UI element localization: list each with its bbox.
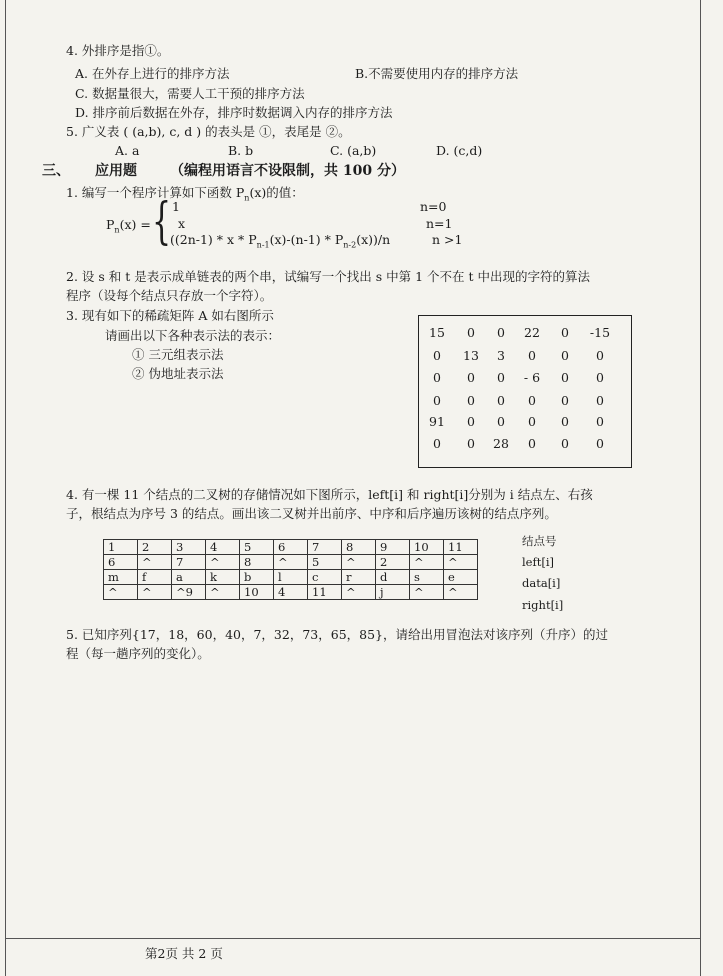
matrix-cell: 0 bbox=[467, 393, 475, 408]
matrix-cell: - 6 bbox=[523, 370, 541, 385]
table-cell: 2 bbox=[376, 555, 410, 570]
app1-stem: 1. 编写一个程序计算如下函数 $P_n(x)$的值： bbox=[66, 185, 304, 203]
matrix-cell: -15 bbox=[589, 325, 611, 340]
table-cell: ^ bbox=[342, 555, 376, 570]
matrix-cell: 0 bbox=[561, 393, 569, 408]
q4-option-c: C. 数据量很大，需要人工干预的排序方法 bbox=[75, 86, 305, 101]
table-cell: s bbox=[410, 570, 444, 585]
matrix-cell: 0 bbox=[528, 436, 536, 451]
table-row bbox=[104, 540, 478, 555]
table-cell: ^ bbox=[138, 555, 172, 570]
table-cell: r bbox=[342, 570, 376, 585]
table-cell: 2 bbox=[138, 540, 172, 555]
table-cell: d bbox=[376, 570, 410, 585]
matrix-cell: 15 bbox=[429, 325, 445, 340]
formula-case-3: ((2n-1) * x * $P_{n-1}(x)-(n-1) * P_{n-2}(x))/n$ bbox=[170, 232, 391, 250]
page-border-bottom bbox=[5, 938, 701, 939]
table-cell: ^ bbox=[274, 555, 308, 570]
table-cell: 5 bbox=[308, 555, 342, 570]
table-cell: ^ bbox=[206, 585, 240, 600]
table-cell: 8 bbox=[240, 555, 274, 570]
q5-option-c: C. (a,b) bbox=[330, 143, 377, 158]
app2-line-1: 2. 设 s 和 t 是表示成单链表的两个串，试编写一个找出 s 中第 1 个不在 t 中出现的字符的算法 bbox=[66, 269, 590, 284]
table-cell: ^ bbox=[342, 585, 376, 600]
table-cell: b bbox=[240, 570, 274, 585]
table-row bbox=[104, 585, 478, 600]
q4-option-a: A. 在外存上进行的排序方法 bbox=[75, 66, 230, 81]
matrix-cell: 0 bbox=[596, 348, 604, 363]
table-cell: l bbox=[274, 570, 308, 585]
row-label-left: left[i] bbox=[522, 555, 555, 569]
table-cell: 1 bbox=[104, 540, 138, 555]
row-label-right: right[i] bbox=[522, 598, 564, 612]
formula-lhs: $P_n(x)$ = bbox=[106, 217, 151, 235]
app2-line-2: 程序（设每个结点只存放一个字符）。 bbox=[66, 288, 273, 303]
formula-cond-3: n >1 bbox=[432, 232, 463, 247]
table-cell: 5 bbox=[240, 540, 274, 555]
matrix-cell: 0 bbox=[596, 436, 604, 451]
table-cell: ^ bbox=[104, 585, 138, 600]
matrix-cell: 0 bbox=[433, 393, 441, 408]
section-note: （编程用语言不设限制，共 100 分） bbox=[170, 163, 405, 179]
page-border-left bbox=[5, 0, 6, 976]
matrix-cell: 0 bbox=[497, 370, 505, 385]
q4-option-b: B.不需要使用内存的排序方法 bbox=[355, 66, 519, 81]
app4-line-2: 子，根结点为序号 3 的结点。画出该二叉树并出前序、中序和后序遍历该树的结点序列。 bbox=[66, 506, 557, 521]
formula-case-1: 1 bbox=[172, 199, 180, 214]
table-cell: 6 bbox=[104, 555, 138, 570]
matrix-cell: 91 bbox=[429, 414, 445, 429]
app3-line-1: 3. 现有如下的稀疏矩阵 A 如右图所示 bbox=[66, 308, 274, 323]
page-border-right bbox=[700, 0, 701, 976]
formula-cond-2: n=1 bbox=[426, 216, 453, 231]
matrix-cell: 0 bbox=[467, 414, 475, 429]
table-cell: 3 bbox=[172, 540, 206, 555]
sparse-matrix bbox=[418, 315, 632, 468]
section-number: 三、 bbox=[42, 163, 70, 179]
q5-option-a: A. a bbox=[115, 143, 140, 158]
app4-line-1: 4. 有一棵 11 个结点的二叉树的存储情况如下图所示，left[i] 和 right[i]分别为 i 结点左、右孩 bbox=[66, 487, 593, 502]
matrix-cell: 13 bbox=[463, 348, 479, 363]
matrix-cell: 0 bbox=[467, 370, 475, 385]
app5-line-2: 程（每一趟序列的变化）。 bbox=[66, 646, 210, 661]
matrix-cell: 28 bbox=[493, 436, 509, 451]
app3-item-1: ① 三元组表示法 bbox=[132, 347, 224, 362]
matrix-cell: 0 bbox=[561, 325, 569, 340]
table-cell: ^ bbox=[444, 585, 478, 600]
matrix-cell: 0 bbox=[433, 436, 441, 451]
table-cell: 4 bbox=[206, 540, 240, 555]
table-cell: ^9 bbox=[172, 585, 206, 600]
matrix-cell: 0 bbox=[433, 348, 441, 363]
table-cell: ^ bbox=[206, 555, 240, 570]
table-row bbox=[104, 570, 478, 585]
matrix-cell: 3 bbox=[497, 348, 505, 363]
matrix-cell: 0 bbox=[528, 414, 536, 429]
matrix-cell: 0 bbox=[497, 393, 505, 408]
page-footer: 第2页 共 2 页 bbox=[145, 946, 223, 961]
matrix-cell: 0 bbox=[561, 348, 569, 363]
matrix-cell: 0 bbox=[561, 414, 569, 429]
table-cell: f bbox=[138, 570, 172, 585]
table-cell: 7 bbox=[172, 555, 206, 570]
section-title: 应用题 bbox=[95, 163, 137, 179]
table-cell: j bbox=[376, 585, 410, 600]
matrix-cell: 0 bbox=[497, 325, 505, 340]
matrix-cell: 0 bbox=[596, 370, 604, 385]
q5-option-b: B. b bbox=[228, 143, 254, 158]
table-cell: 10 bbox=[240, 585, 274, 600]
table-cell: 10 bbox=[410, 540, 444, 555]
table-row bbox=[104, 555, 478, 570]
table-cell: ^ bbox=[444, 555, 478, 570]
curly-brace-icon: { bbox=[152, 192, 172, 250]
table-cell: 11 bbox=[308, 585, 342, 600]
matrix-cell: 0 bbox=[596, 393, 604, 408]
matrix-cell: 0 bbox=[561, 370, 569, 385]
formula-cond-1: n=0 bbox=[420, 199, 447, 214]
formula-case-2: x bbox=[178, 216, 186, 231]
row-label-node-number: 结点号 bbox=[522, 534, 557, 548]
matrix-cell: 0 bbox=[497, 414, 505, 429]
table-cell: k bbox=[206, 570, 240, 585]
q4-option-d: D. 排序前后数据在外存，排序时数据调入内存的排序方法 bbox=[75, 105, 393, 120]
table-cell: ^ bbox=[138, 585, 172, 600]
q4-stem: 4. 外排序是指①。 bbox=[66, 43, 170, 58]
table-cell: 4 bbox=[274, 585, 308, 600]
binary-tree-storage-table bbox=[103, 539, 478, 600]
table-cell: 6 bbox=[274, 540, 308, 555]
app5-line-1: 5. 已知序列{17，18，60，40，7，32，73，65，85}，请给出用冒泡法对该序列（升序）的过 bbox=[66, 627, 609, 642]
table-cell: 9 bbox=[376, 540, 410, 555]
matrix-cell: 0 bbox=[433, 370, 441, 385]
table-cell: 8 bbox=[342, 540, 376, 555]
matrix-cell: 0 bbox=[561, 436, 569, 451]
matrix-cell: 0 bbox=[528, 393, 536, 408]
matrix-cell: 22 bbox=[524, 325, 540, 340]
matrix-cell: 0 bbox=[467, 325, 475, 340]
table-cell: ^ bbox=[410, 555, 444, 570]
table-cell: ^ bbox=[410, 585, 444, 600]
q5-stem: 5. 广义表 ( (a,b), c, d ) 的表头是 ①，表尾是 ②。 bbox=[66, 124, 351, 139]
matrix-cell: 0 bbox=[467, 436, 475, 451]
table-cell: m bbox=[104, 570, 138, 585]
app3-item-2: ② 伪地址表示法 bbox=[132, 366, 224, 381]
q5-option-d: D. (c,d) bbox=[436, 143, 483, 158]
matrix-cell: 0 bbox=[528, 348, 536, 363]
matrix-cell: 0 bbox=[596, 414, 604, 429]
table-cell: e bbox=[444, 570, 478, 585]
row-label-data: data[i] bbox=[522, 576, 561, 590]
app3-line-2: 请画出以下各种表示法的表示： bbox=[105, 328, 281, 343]
table-cell: 11 bbox=[444, 540, 478, 555]
table-cell: 7 bbox=[308, 540, 342, 555]
table-cell: a bbox=[172, 570, 206, 585]
table-cell: c bbox=[308, 570, 342, 585]
